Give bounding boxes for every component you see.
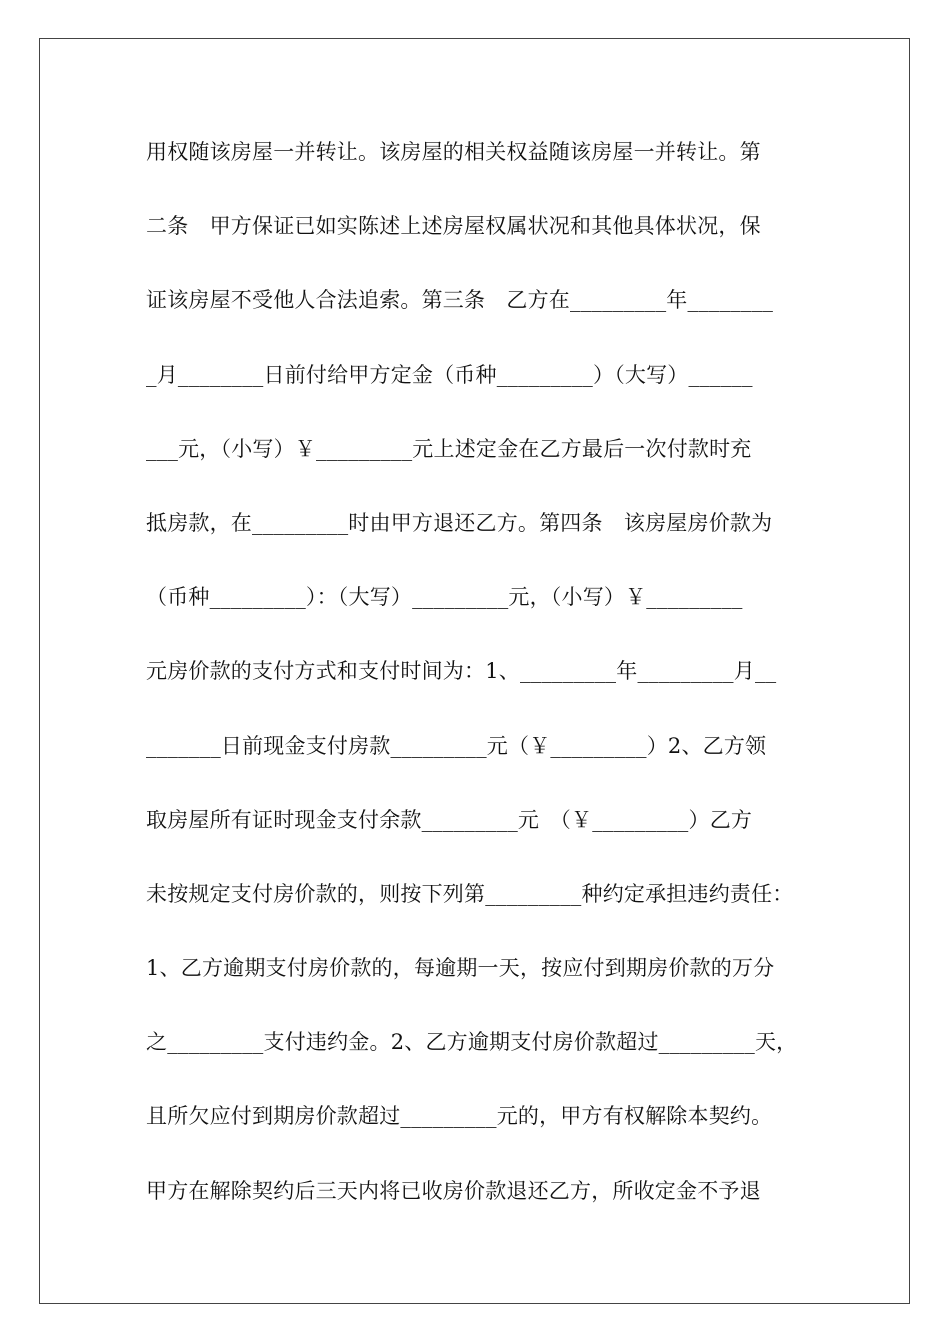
text-line: 二条 甲方保证已如实陈述上述房屋权属状况和其他具体状况，保 <box>146 214 761 239</box>
text-line: 证该房屋不受他人合法追索。第三条 乙方在_________年________ <box>146 288 774 313</box>
text-line: 抵房款，在_________时由甲方退还乙方。第四条 该房屋房价款为 <box>146 510 773 535</box>
text-line: 1、乙方逾期支付房价款的，每逾期一天，按应付到期房价款的万分 <box>146 956 775 981</box>
text-line: 元房价款的支付方式和支付时间为：1、_________年_________月__ <box>146 659 777 684</box>
text-line: 用权随该房屋一并转让。该房屋的相关权益随该房屋一并转让。第 <box>146 140 761 164</box>
text-line: （币种_________）：（大写）_________元，（小写）￥_________ <box>146 585 743 610</box>
document-body <box>146 130 826 1243</box>
text-line: 未按规定支付房价款的，则按下列第_________种约定承担违约责任： <box>146 881 794 906</box>
text-line: _______日前现金支付房款_________元（￥_________）2、乙方领 <box>146 733 767 758</box>
text-line: 之_________支付违约金。2、乙方逾期支付房价款超过_________天， <box>146 1030 798 1055</box>
text-line: 甲方在解除契约后三天内将已收房价款退还乙方，所收定金不予退 <box>146 1178 761 1203</box>
text-line: 取房屋所有证时现金支付余款_________元 （￥_________）乙方 <box>146 807 753 832</box>
text-line: 且所欠应付到期房价款超过_________元的，甲方有权解除本契约。 <box>146 1104 773 1129</box>
text-line: ___元，（小写）￥_________元上述定金在乙方最后一次付款时充 <box>146 436 752 461</box>
text-line: _月________日前付给甲方定金（币种_________）（大写）______ <box>146 362 753 387</box>
